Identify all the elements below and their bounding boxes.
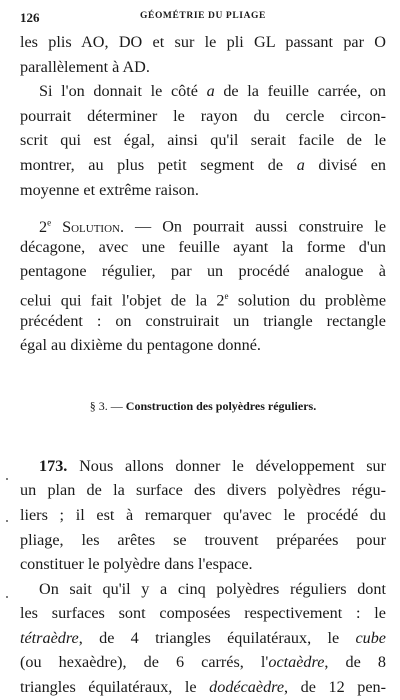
text-line: On sait qu'il y a cinq polyèdres réguliers dont (39, 579, 386, 598)
margin-speck (6, 478, 8, 480)
text-line: pentagone régulier, par un procédé analogue à (20, 262, 386, 281)
margin-speck (6, 520, 8, 522)
paragraph-continuation (20, 30, 386, 79)
text-line: tétraèdre, de 4 triangles équilatéraux, le cube (20, 628, 386, 647)
text-line: (ou hexaèdre), de 6 carrés, l'octaèdre, de 8 (20, 653, 386, 672)
section-heading (20, 396, 386, 416)
text-line: constituer le polyèdre dans l'espace. (20, 555, 253, 574)
text-line: 173. Nous allons donner le développement sur (39, 456, 386, 475)
text-line: liers ; il est à remarquer qu'avec le procédé du (20, 505, 386, 524)
paragraph-number: 173. (39, 456, 68, 475)
text-line: parallèlement à AD. (20, 57, 150, 76)
paragraph-second-solution (20, 210, 386, 358)
section-number: § 3. — (89, 398, 126, 413)
text-line: pourrait déterminer le rayon du cercle circon- (20, 106, 386, 125)
book-page (20, 8, 386, 700)
text-line: 2e Solution. — On pourrait aussi construire le (39, 217, 387, 236)
term-tetraedre: tétraèdre (20, 628, 79, 647)
margin-speck (6, 596, 8, 598)
text-line: les plis AO, DO et sur le pli GL passant par O (20, 33, 386, 51)
text-line: moyenne et extrême raison. (20, 180, 199, 199)
text-line: précédent : on construirait un triangle rectangle (20, 311, 386, 330)
paragraph-173 (20, 454, 386, 577)
section-title: Construction des polyèdres réguliers. (125, 398, 317, 413)
text-line: Si l'on donnait le côté a de la feuille carrée, on (39, 82, 386, 101)
running-head: GÉOMÉTRIE DU PLIAGE (140, 11, 266, 21)
text-line: scrit qui est égal, ainsi qu'il serait facile de le (20, 131, 386, 150)
variable-a: a (296, 155, 305, 174)
solution-label: 2e Solution. (39, 217, 125, 236)
text-line: triangles équilatéraux, le dodécaèdre, de 12 pen- (20, 678, 386, 697)
text-line: égal au dixième du pentagone donné. (20, 336, 261, 355)
text-line: celui qui fait l'objet de la 2e solution du problème (20, 290, 386, 310)
paragraph-regular-polyhedra (20, 577, 386, 700)
term-octaedre: octaèdre (268, 653, 325, 672)
text-line: un plan de la surface des divers polyèdres régu- (20, 481, 386, 500)
page-number: 126 (20, 10, 40, 25)
page-header (20, 8, 386, 30)
variable-a: a (206, 82, 215, 101)
text-line: décagone, avec une feuille ayant la forme d'un (20, 237, 386, 256)
text-line: les surfaces sont composées respectivement : le (20, 604, 386, 623)
text-line: pliage, les arêtes se trouvent préparées pour (20, 530, 386, 549)
text-line: montrer, au plus petit segment de a divisé en (20, 155, 386, 174)
term-cube: cube (355, 628, 386, 647)
term-dodecaedre: dodécaèdre (209, 678, 285, 697)
paragraph-circumscribed-circle (20, 79, 386, 202)
